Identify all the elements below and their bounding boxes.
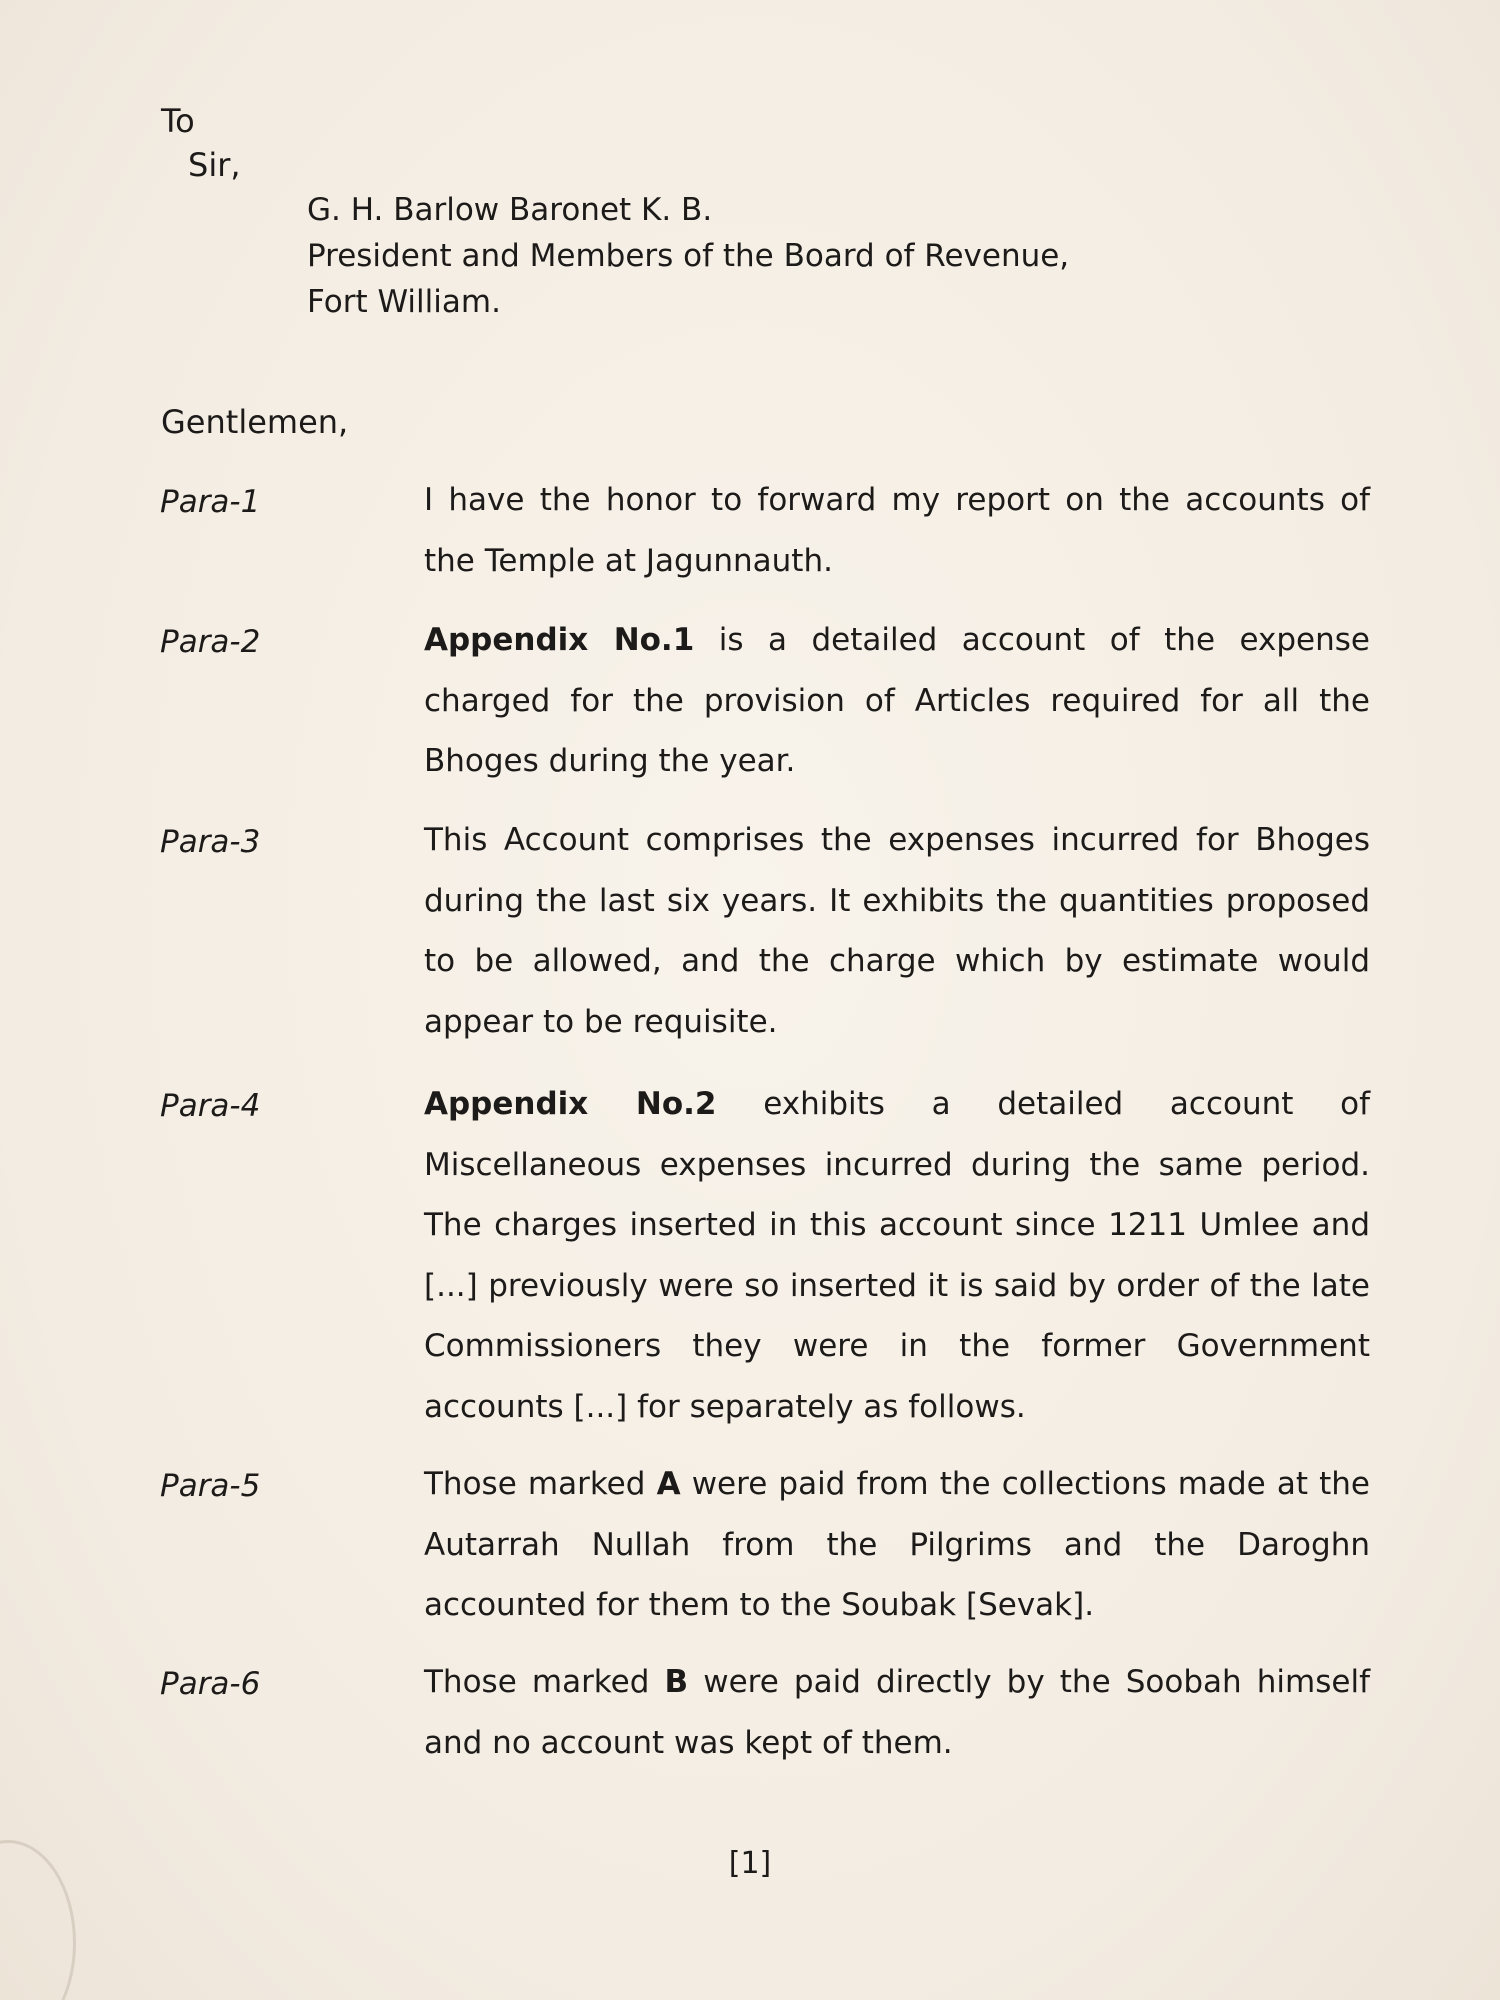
para-text-6: were paid directly by the Soobah himself and no account was kept of them.	[424, 1664, 1370, 1761]
para-bold-lead-4: Appendix No.2	[424, 1086, 717, 1122]
para-text-1: I have the honor to forward my report on the accounts of the Temple at Jagunnauth.	[424, 482, 1370, 579]
salutation-to: To	[161, 102, 195, 140]
para-prefix-6: Those marked	[424, 1664, 665, 1700]
address-line-2: President and Members of the Board of Revenue,	[307, 238, 1070, 274]
para-body-3	[424, 810, 1370, 1052]
para-body-5	[424, 1454, 1370, 1636]
para-bold-lead-2: Appendix No.1	[424, 622, 695, 658]
para-label-4: Para-4	[160, 1088, 261, 1124]
para-body-6	[424, 1652, 1370, 1773]
para-text-3: This Account comprises the expenses incurred for Bhoges during the last six years. It exhibits the quantities proposed to be allowed, and the charge which by estimate would appear to be requisite.	[424, 822, 1370, 1040]
para-body-2	[424, 610, 1370, 792]
para-label-1: Para-1	[160, 484, 261, 520]
para-bold-lead-5: A	[656, 1466, 681, 1502]
para-label-3: Para-3	[160, 824, 261, 860]
bleed-through-text	[720, 60, 1380, 118]
address-line-3: Fort William.	[307, 284, 501, 320]
para-text-5: were paid from the collections made at the Autarrah Nullah from the Pilgrims and the Daroghn accounted for them to the Soubak [Sevak].	[424, 1466, 1370, 1623]
salutation-sir: Sir,	[188, 146, 241, 184]
para-text-2: is a detailed account of the expense charged for the provision of Articles required for all the Bhoges during the year.	[424, 622, 1370, 779]
para-text-4: exhibits a detailed account of Miscellaneous expenses incurred during the same period. The charges inserted in this account since 1211 Umlee and [...] previously were so inserted it is said by order of the late Commissioners they were in the former Government accounts [...] for separately as follows.	[424, 1086, 1370, 1425]
page-number: [1]	[728, 1846, 772, 1881]
address-line-1: G. H. Barlow Baronet K. B.	[307, 192, 713, 228]
para-label-6: Para-6	[160, 1666, 261, 1702]
para-body-1	[424, 470, 1370, 591]
para-prefix-5: Those marked	[424, 1466, 657, 1502]
para-body-4	[424, 1074, 1370, 1437]
para-label-2: Para-2	[160, 624, 261, 660]
greeting: Gentlemen,	[161, 403, 349, 441]
para-bold-lead-6: B	[664, 1664, 689, 1700]
para-label-5: Para-5	[160, 1468, 261, 1504]
